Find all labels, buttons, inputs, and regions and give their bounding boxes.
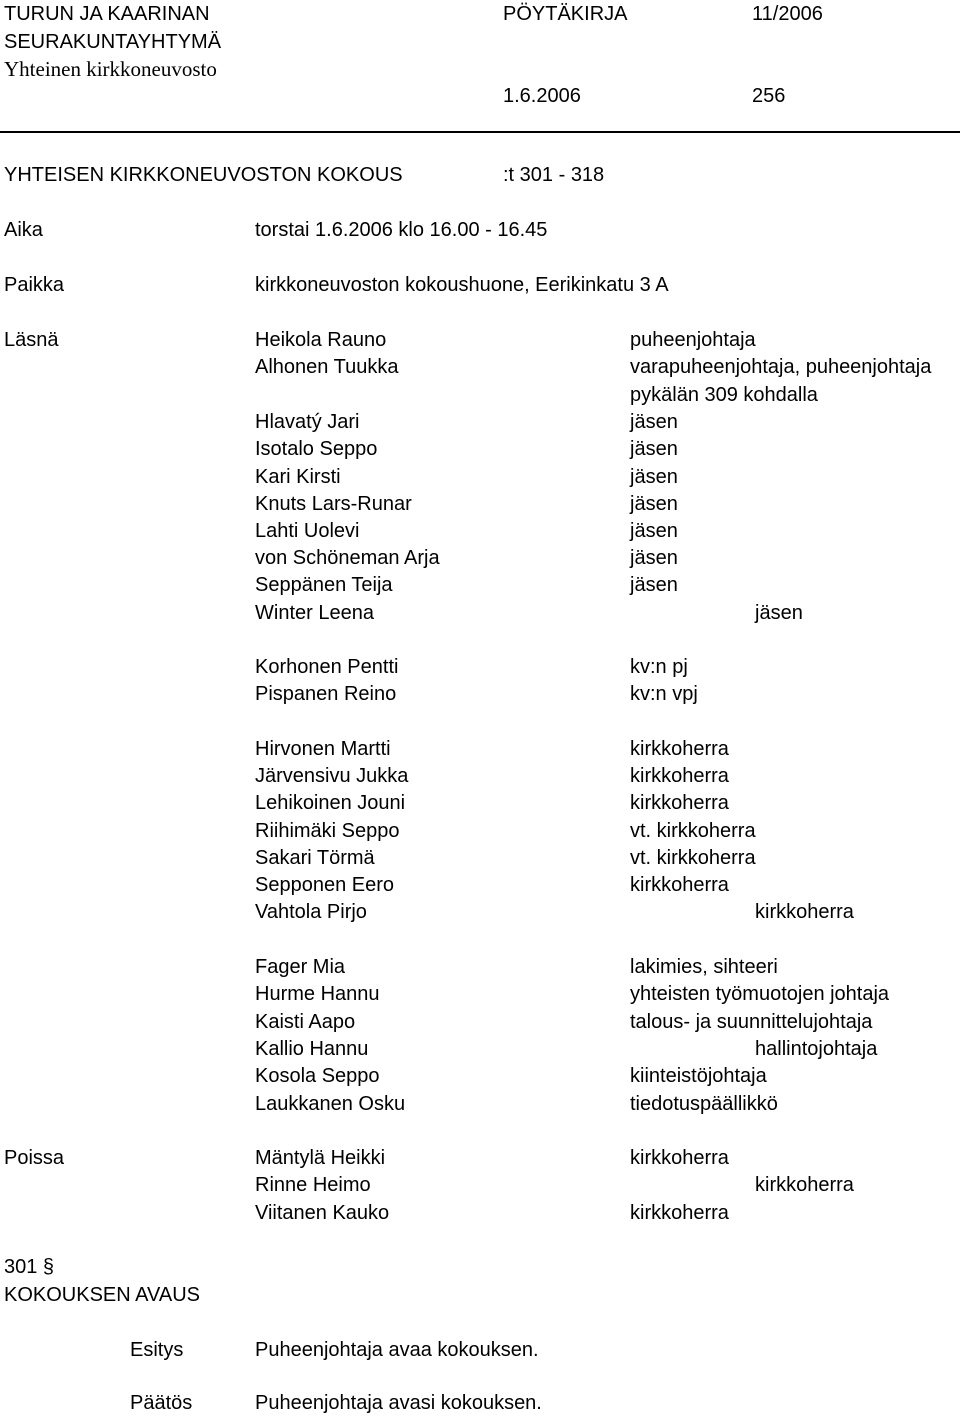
document-date: 1.6.2006 <box>503 85 581 107</box>
page-number: 256 <box>752 85 786 107</box>
absent-role: kirkkoherra <box>755 1174 854 1196</box>
member-name: Heikola Rauno <box>255 329 387 351</box>
staff-name: Laukkanen Osku <box>255 1093 406 1115</box>
staff-name: Hurme Hannu <box>255 983 380 1005</box>
member-role: jäsen <box>630 411 678 433</box>
member-role: jäsen <box>630 574 678 596</box>
member-role: jäsen <box>630 438 678 460</box>
vicar-role: kirkkoherra <box>630 738 729 760</box>
member-role: jäsen <box>630 493 678 515</box>
member-role: jäsen <box>630 520 678 542</box>
org-body-name: Yhteinen kirkkoneuvosto <box>4 57 217 81</box>
member-role: jäsen <box>630 466 678 488</box>
section-number: 301 § <box>4 1256 55 1278</box>
proposal-label: Esitys <box>130 1339 184 1361</box>
staff-name: Kosola Seppo <box>255 1065 380 1087</box>
member-name: Isotalo Seppo <box>255 438 378 460</box>
member-name: Lahti Uolevi <box>255 520 360 542</box>
vicar-name: Lehikoinen Jouni <box>255 792 406 814</box>
vicar-name: Riihimäki Seppo <box>255 820 400 842</box>
absent-name: Viitanen Kauko <box>255 1202 390 1224</box>
vicar-role: vt. kirkkoherra <box>630 847 756 869</box>
org-name-line-1: TURUN JA KAARINAN <box>4 3 210 25</box>
document-type: PÖYTÄKIRJA <box>503 3 628 25</box>
vicar-role: kirkkoherra <box>630 765 729 787</box>
member-role-continued: pykälän 309 kohdalla <box>630 384 818 406</box>
vicar-name: Sakari Törmä <box>255 847 375 869</box>
member-name: Hlavatý Jari <box>255 411 360 433</box>
member-role: jäsen <box>755 602 803 624</box>
staff-role: hallintojohtaja <box>755 1038 878 1060</box>
member-name: Winter Leena <box>255 602 374 624</box>
vicar-role: kirkkoherra <box>755 901 854 923</box>
staff-role: talous- ja suunnittelujohtaja <box>630 1011 873 1033</box>
staff-role: yhteisten työmuotojen johtaja <box>630 983 890 1005</box>
header-divider <box>0 131 960 133</box>
staff-name: Kaisti Aapo <box>255 1011 356 1033</box>
member-name: von Schöneman Arja <box>255 547 440 569</box>
member-role: puheenjohtaja <box>630 329 756 351</box>
member-name: Knuts Lars-Runar <box>255 493 412 515</box>
present-label: Läsnä <box>4 329 59 351</box>
decision-label: Päätös <box>130 1392 193 1414</box>
member-name: Alhonen Tuukka <box>255 356 399 378</box>
council-name: Korhonen Pentti <box>255 656 399 678</box>
place-value: kirkkoneuvoston kokoushuone, Eerikinkatu 3 A <box>255 274 669 296</box>
time-label: Aika <box>4 219 43 241</box>
staff-name: Fager Mia <box>255 956 346 978</box>
absent-role: kirkkoherra <box>630 1202 729 1224</box>
member-name: Kari Kirsti <box>255 466 341 488</box>
council-role: kv:n pj <box>630 656 688 678</box>
meeting-title: YHTEISEN KIRKKONEUVOSTON KOKOUS <box>4 164 403 186</box>
decision-text: Puheenjohtaja avasi kokouksen. <box>255 1392 542 1414</box>
member-name: Seppänen Teija <box>255 574 393 596</box>
org-name-line-2: SEURAKUNTAYHTYMÄ <box>4 31 222 53</box>
staff-role: lakimies, sihteeri <box>630 956 778 978</box>
absent-name: Mäntylä Heikki <box>255 1147 386 1169</box>
absent-label: Poissa <box>4 1147 65 1169</box>
document-number: 11/2006 <box>752 3 823 25</box>
proposal-text: Puheenjohtaja avaa kokouksen. <box>255 1339 539 1361</box>
absent-role: kirkkoherra <box>630 1147 729 1169</box>
vicar-role: kirkkoherra <box>630 792 729 814</box>
place-label: Paikka <box>4 274 65 296</box>
vicar-role: kirkkoherra <box>630 874 729 896</box>
staff-role: tiedotuspäällikkö <box>630 1093 778 1115</box>
vicar-name: Vahtola Pirjo <box>255 901 367 923</box>
time-value: torstai 1.6.2006 klo 16.00 - 16.45 <box>255 219 548 241</box>
vicar-name: Järvensivu Jukka <box>255 765 409 787</box>
vicar-name: Hirvonen Martti <box>255 738 391 760</box>
staff-name: Kallio Hannu <box>255 1038 369 1060</box>
meeting-sections: :t 301 - 318 <box>503 164 605 186</box>
vicar-name: Sepponen Eero <box>255 874 395 896</box>
section-title: KOKOUKSEN AVAUS <box>4 1284 200 1306</box>
absent-name: Rinne Heimo <box>255 1174 371 1196</box>
staff-role: kiinteistöjohtaja <box>630 1065 767 1087</box>
member-role: jäsen <box>630 547 678 569</box>
vicar-role: vt. kirkkoherra <box>630 820 756 842</box>
member-role: varapuheenjohtaja, puheenjohtaja <box>630 356 932 378</box>
council-name: Pispanen Reino <box>255 683 397 705</box>
council-role: kv:n vpj <box>630 683 698 705</box>
